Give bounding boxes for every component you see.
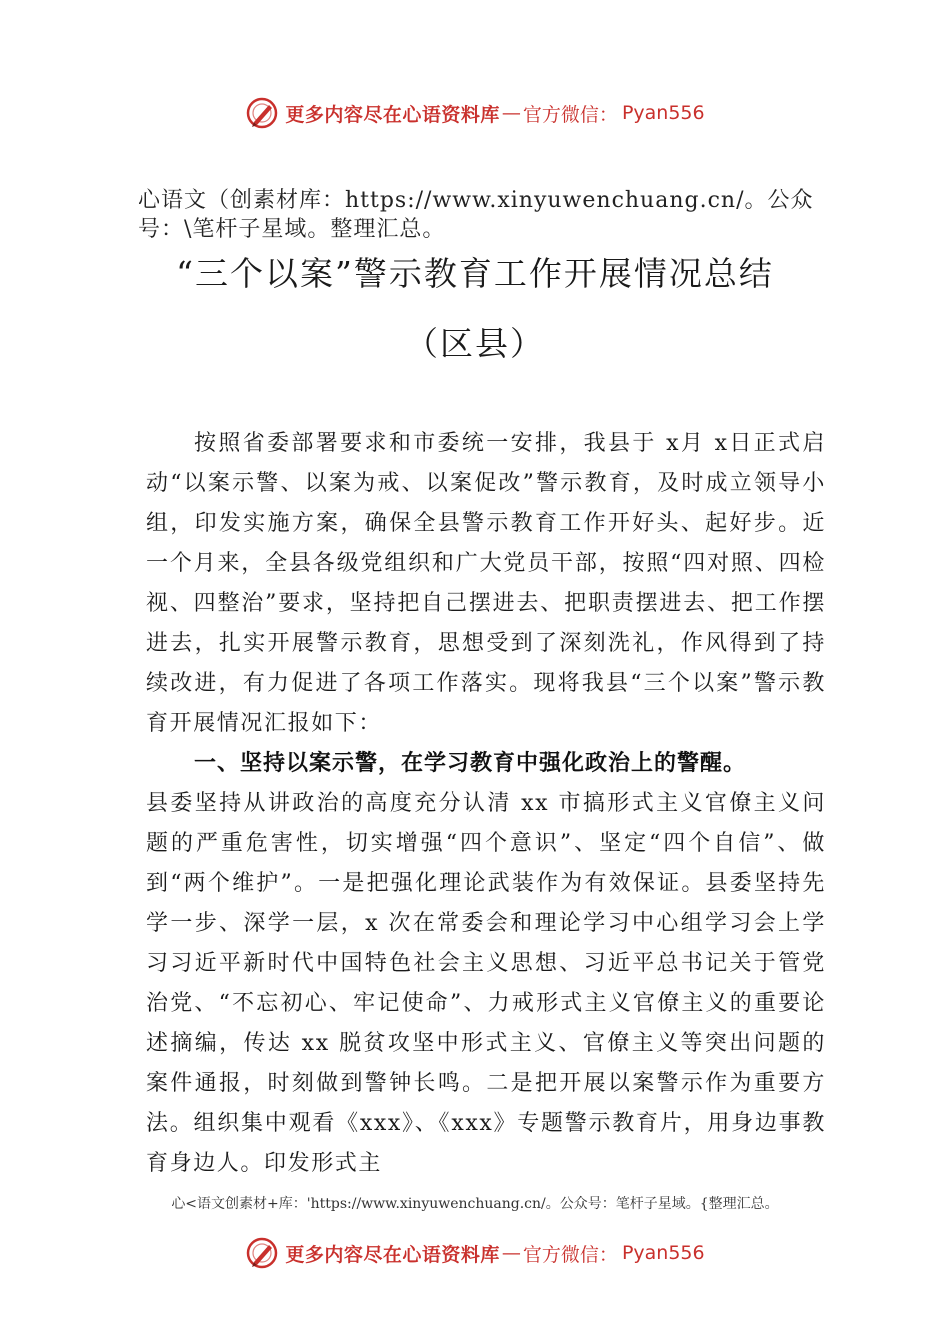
banner-separator: — xyxy=(501,102,521,124)
banner-wechat-label: 官方微信： xyxy=(522,1243,618,1266)
banner-wechat-id: Pyan556 xyxy=(621,102,705,124)
paragraph-intro: 按照省委部署要求和市委统一安排，我县于 x月 x日正式启动“以案示警、以案为戒、以案促改”警示教育，及时成立领导小组，印发实施方案，确保全县警示教育工作开好头、起好步。近一个月来，全县各级党组织和广大党员干部，按照“四对照、四检视、四整治”要求，坚持把自己摆进去、把职责摆进去、把工作摆进去，扎实开展警示教育，思想受到了深刻洗礼，作风得到了持续改进，有力促进了各项工作落实。现将我县“三个以案”警示教育开展情况汇报如下： xyxy=(146,431,826,736)
document-body xyxy=(146,424,826,1184)
paragraph-section-1: 县委坚持从讲政治的高度充分认清 xx 市搞形式主义官僚主义问题的严重危害性，切实增强“四个意识”、坚定“四个自信”、做到“两个维护”。一是把强化理论武装作为有效保证。县委坚持先学一步、深学一层，x 次在常委会和理论学习中心组学习会上学习习近平新时代中国特色社会主义思想、习近平总书记关于管党治党、“不忘初心、牢记使命”、力戒形式主义官僚主义的重要论述摘编，传达 xx 脱贫攻坚中形式主义、官僚主义等突出问题的案件通报，时刻做到警钟长鸣。二是把开展以案警示作为重要方法。组织集中观看《xxx》、《xxx》专题警示教育片，用身边事教育身边人。印发形式主 xyxy=(146,791,826,1176)
watermark-banner-top xyxy=(0,93,950,133)
document-subtitle: （区县） xyxy=(405,324,545,363)
banner-wechat-label: 官方微信： xyxy=(522,103,618,126)
banner-text: 更多内容尽在心语资料库 xyxy=(285,103,500,126)
source-note-bottom: 心<语文创素材+库：'https://www.xinyuwenchuang.cn/。公众号：笔杆子星域。{整理汇总。 xyxy=(171,1196,779,1212)
pen-logo-icon xyxy=(245,96,279,130)
banner-wechat-id: Pyan556 xyxy=(621,1242,705,1264)
pen-logo-icon xyxy=(245,1236,279,1270)
banner-separator: — xyxy=(501,1242,521,1264)
document-title: “三个以案”警示教育工作开展情况总结 xyxy=(176,254,774,293)
banner-text: 更多内容尽在心语资料库 xyxy=(285,1243,500,1266)
section-heading-1: 一、坚持以案示警，在学习教育中强化政治上的警醒。 xyxy=(194,751,747,776)
source-note-top: 心语文（创素材库：https://www.xinyuwenchuang.cn/。公众号：\笔杆子星域。整理汇总。 xyxy=(138,188,814,242)
watermark-banner-bottom xyxy=(0,1233,950,1273)
